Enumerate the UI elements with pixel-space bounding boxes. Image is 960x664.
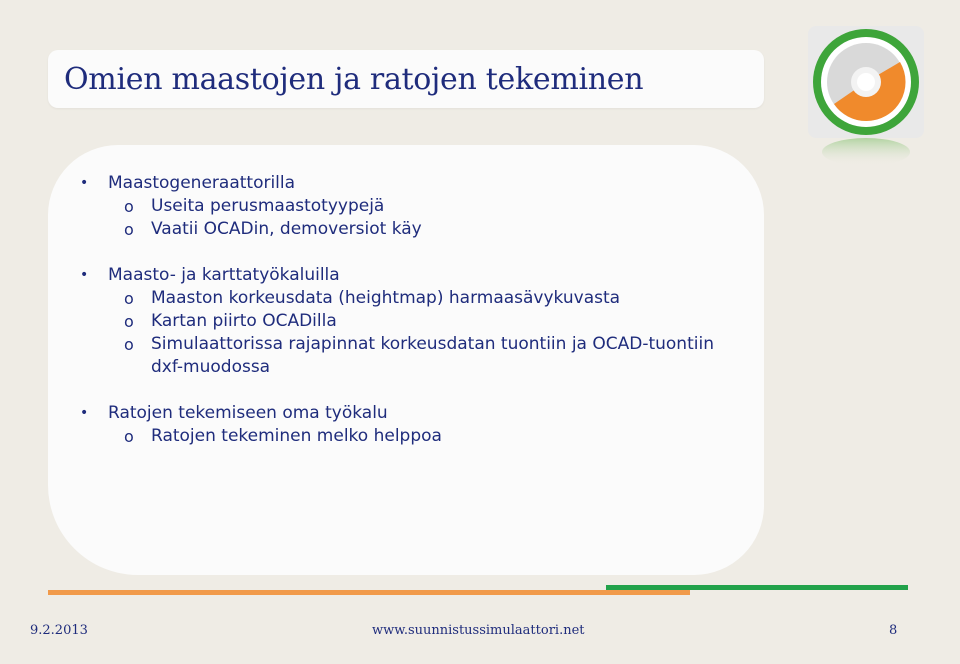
- sub-bullet-text: Ratojen tekeminen melko helppoa: [151, 426, 442, 446]
- bullet-item: [0, 264, 760, 287]
- sub-bullet-marker: o: [124, 197, 134, 216]
- sub-bullet-item: [0, 310, 760, 333]
- bullet-marker: •: [80, 405, 89, 421]
- sub-bullet-text: Simulaattorissa rajapinnat korkeusdatan tuontiin ja OCAD-tuontiin dxf-muodossa: [151, 334, 714, 377]
- sub-bullet-item: [0, 287, 760, 310]
- bullet-item: [0, 402, 760, 425]
- slide-title: Omien maastojen ja ratojen tekeminen: [64, 62, 644, 97]
- sub-bullet-marker: o: [124, 289, 134, 308]
- sub-bullet-text: Kartan piirto OCADilla: [151, 311, 337, 331]
- bullet-marker: •: [80, 175, 89, 191]
- sub-bullet-marker: o: [124, 220, 134, 239]
- sub-bullet-marker: o: [124, 312, 134, 331]
- footer-url[interactable]: www.suunnistussimulaattori.net: [372, 623, 585, 638]
- green-accent-bar: [606, 585, 908, 590]
- bullet-marker: •: [80, 267, 89, 283]
- footer-date: 9.2.2013: [30, 623, 88, 638]
- orange-accent-bar: [48, 590, 690, 595]
- bullet-text: Maasto- ja karttatyökaluilla: [108, 265, 340, 285]
- sub-bullet-item: [0, 218, 760, 241]
- sub-bullet-item: [0, 333, 751, 379]
- bullet-text: Maastogeneraattorilla: [108, 173, 296, 193]
- sub-bullet-marker: o: [124, 427, 134, 446]
- page-number: 8: [889, 623, 898, 638]
- sub-bullet-item: [0, 425, 760, 448]
- sub-bullet-item: [0, 195, 760, 218]
- sub-bullet-marker: o: [124, 335, 134, 354]
- compass-logo-icon: [806, 24, 926, 172]
- bullet-item: [0, 172, 760, 195]
- sub-bullet-text: Useita perusmaastotyypejä: [151, 196, 385, 216]
- sub-bullet-text: Vaatii OCADin, demoversiot käy: [151, 219, 422, 239]
- sub-bullet-text: Maaston korkeusdata (heightmap) harmaasävykuvasta: [151, 288, 621, 308]
- bullet-text: Ratojen tekemiseen oma työkalu: [108, 403, 388, 423]
- bullet-list: [0, 172, 760, 448]
